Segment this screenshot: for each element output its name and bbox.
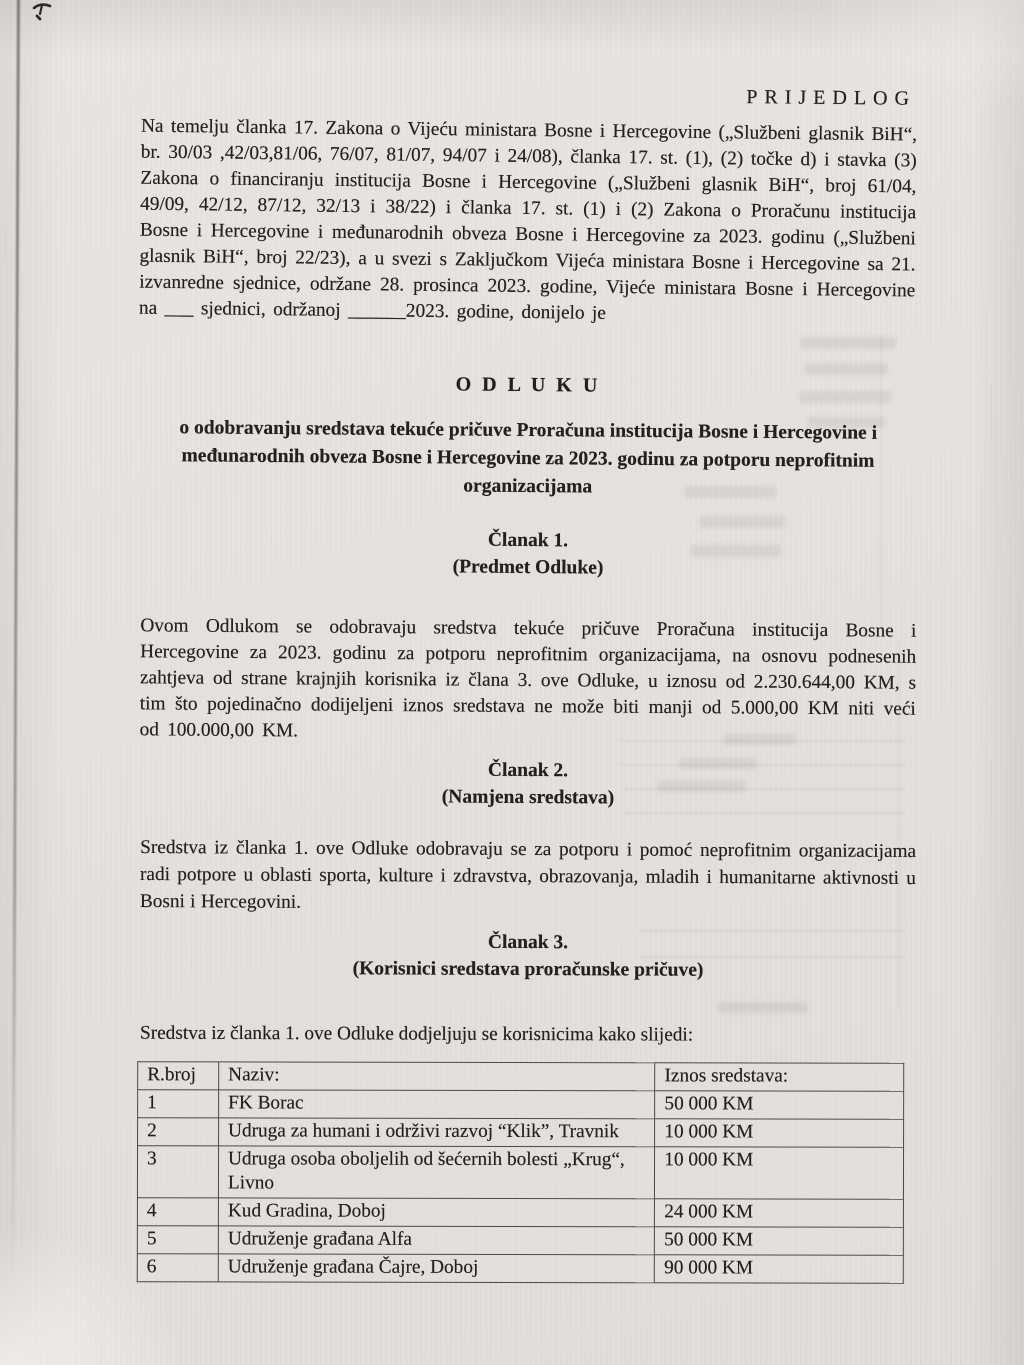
table-row <box>137 1198 903 1228</box>
cell-iznos: 50 000 KM <box>655 1091 904 1120</box>
cell-naziv: Kud Gradina, Doboj <box>218 1198 654 1227</box>
cell-rbroj: 5 <box>137 1226 218 1254</box>
article-2-heading: Članak 2. <box>487 759 569 782</box>
cell-naziv: FK Borac <box>219 1090 655 1119</box>
document-tag: PRIJEDLOG <box>746 86 917 110</box>
article-3-heading: Članak 3. <box>487 931 569 954</box>
col-header-iznos: Iznos sredstava: <box>655 1063 904 1092</box>
cell-iznos: 50 000 KM <box>655 1227 904 1256</box>
cell-naziv: Udruženje građana Alfa <box>218 1226 654 1255</box>
cell-rbroj: 3 <box>137 1146 218 1198</box>
cell-rbroj: 2 <box>138 1118 219 1146</box>
beneficiaries-table <box>137 1061 904 1284</box>
article-3-body: Sredstva iz članka 1. ove Odluke dodjeljuju se korisnicima kako slijedi: <box>139 1022 694 1046</box>
cell-rbroj: 1 <box>138 1090 219 1118</box>
col-header-naziv: Naziv: <box>219 1062 655 1091</box>
pen-mark-icon <box>30 1 56 25</box>
table-header-row <box>138 1062 904 1092</box>
table-row <box>137 1226 903 1256</box>
decision-title: O D L U K U <box>455 373 601 397</box>
cell-rbroj: 4 <box>137 1198 218 1226</box>
cell-rbroj: 6 <box>137 1254 218 1282</box>
article-2-body: Sredstva iz članka 1. ove Odluke odobravaju se za potporu i pomoć neprofitnim organizacijama radi potpore u oblasti sporta, kulture i zdravstva, obrazovanja, mladih i humanitarne aktivnosti u Bosni i Hercegovini. <box>139 836 917 913</box>
article-3-subheading: (Korisnici sredstava proračunske pričuve) <box>352 958 704 981</box>
cell-naziv: Udruga za humani i održivi razvoj “Klik”, Travnik <box>219 1118 655 1147</box>
article-1-subheading: (Predmet Odluke) <box>452 556 604 579</box>
table-row <box>137 1146 903 1200</box>
cell-iznos: 24 000 KM <box>655 1199 904 1228</box>
table-row <box>137 1254 903 1284</box>
cell-iznos: 10 000 KM <box>655 1147 904 1200</box>
cell-naziv: Udruga osoba oboljelih od šećernih bolesti „Krug“, Livno <box>218 1146 654 1199</box>
article-1-heading: Članak 1. <box>487 529 569 552</box>
col-header-rbroj: R.broj <box>138 1062 219 1090</box>
table-row <box>138 1118 904 1148</box>
cell-iznos: 10 000 KM <box>655 1119 904 1148</box>
table-row <box>138 1090 904 1120</box>
article-2-subheading: (Namjena sredstava) <box>441 786 615 809</box>
cell-iznos: 90 000 KM <box>655 1255 904 1284</box>
intro-paragraph: Na temelju članka 17. Zakona o Vijeću ministara Bosne i Hercegovine („Službeni glasnik BiH“, br. 30/03 ,42/03,81/06, 76/07, 81/07, 94/07 i 24/08), članka 17. st. (1), (2) točke d) i stavka (3) Zakona o financiranju institucija Bosne i Hercegovine („Službeni glasnik BiH“, broj 61/04, 49/09, 42/12, 87/12, 32/13 i 38/22) i članka 17. st. (1) i (2) Zakona o Proračunu institucija Bosne i Hercegovine i međunarodnih obveza Bosne i Hercegovine za 2023. godinu („Službeni glasnik BiH“, broj 22/23), a u svezi s Zaključkom Vijeća ministara Bosne i Hercegovine sa 21. izvanredne sjednice, održane 28. prosinca 2023. godine, Vijeće ministara Bosne i Hercegovine na ___ sjednici, održanoj ______2023. godine, donijelo je <box>138 115 918 324</box>
cell-naziv: Udruženje građana Čajre, Doboj <box>218 1254 654 1283</box>
decision-subtitle: o odobravanju sredstava tekuće pričuve Proračuna institucija Bosne i Hercegovine i međunarodnih obveza Bosne i Hercegovine za 2023. godinu za potporu neprofitnim organizacijama <box>179 417 878 498</box>
page-fold-shadow <box>11 0 20 1284</box>
article-1-body: Ovom Odlukom se odobravaju sredstva tekuće pričuve Proračuna institucija Bosne i Hercegovine za 2023. godinu za potporu neprofitnim organizacijama, na osnovu podnesenih zahtjeva od strane krajnjih korisnika iz člana 3. ove Odluke, u iznosu od 2.230.644,00 KM, s tim što pojedinačno dodijeljeni iznos sredstava ne može biti manji od 5.000,00 KM niti veći od 100.000,00 KM. <box>139 615 917 742</box>
